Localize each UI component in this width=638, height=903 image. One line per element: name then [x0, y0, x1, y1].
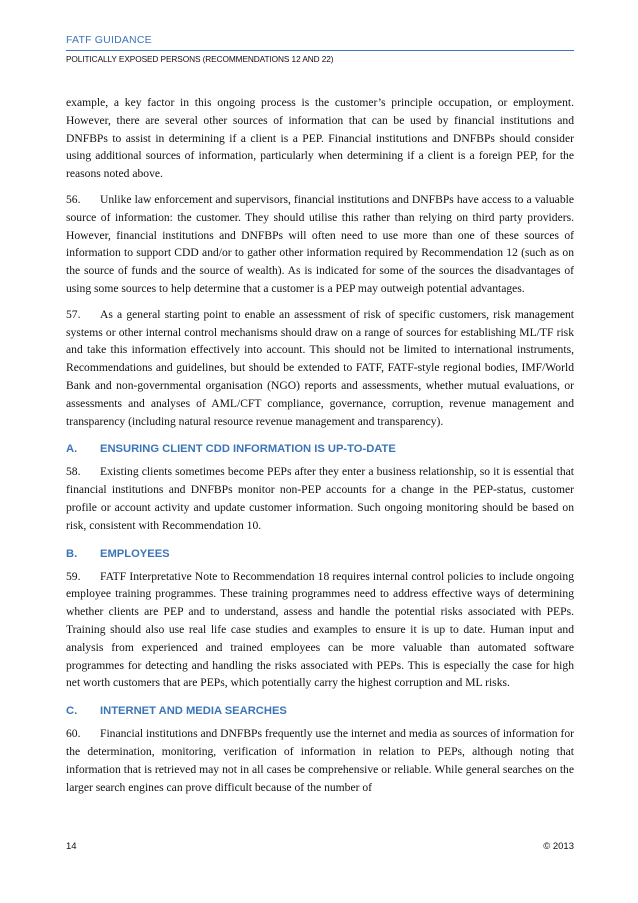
section-heading-a: [66, 442, 574, 457]
paragraph-number: 57.: [66, 307, 81, 321]
copyright-notice: © 2013: [543, 841, 574, 852]
paragraph-text: As a general starting point to enable an assessment of risk of specific customers, risk management systems or other internal control mechanisms should draw on a range of sources for establishing ML/TF risk and take this information effectively into account. This should not be limited to international instruments, Recommendations and guidelines, but should be extended to FATF, FATF-style regional bodies, IMF/World Bank and non-governmental organisation (NGO) reports and assessments, whether mutual evaluations, or assessments and analyses of AML/CFT compliance, governance, corruption, revenue management and transparency (including natural resource revenue management and transparency).: [66, 307, 574, 428]
section-letter: A.: [66, 443, 78, 456]
paragraph-57: [66, 306, 574, 431]
paragraph-text: Unlike law enforcement and supervisors, financial institutions and DNFBPs have access to a valuable source of information: the customer. They should utilise this rather than relying on third party providers. However, financial institutions and DNFBPs will often need to use more than one of these sources of information to support CDD and/or to gather other information required by Recommendation 12 (such as on the source of funds and the source of wealth). As is indicated for some of the sources the disadvantages of using some sources to help determine that a customer is a PEP may outweigh potential advantages.: [66, 192, 574, 295]
paragraph-number: 56.: [66, 192, 81, 206]
paragraph-60: [66, 725, 574, 796]
section-title: EMPLOYEES: [100, 547, 170, 560]
paragraph-58: [66, 463, 574, 534]
paragraph-56: [66, 191, 574, 298]
page-number: 14: [66, 841, 77, 852]
section-heading-c: [66, 704, 574, 719]
paragraph-number: 60.: [66, 727, 81, 741]
section-letter: B.: [66, 547, 78, 560]
paragraph-text: Existing clients sometimes become PEPs after they enter a business relationship, so it is essential that financial institutions and DNFBPs monitor non-PEP accounts for a change in the PEP-status, customer profile or account activity and update customer information. Such ongoing monitoring should be based on risk, consistent with Recommendation 10.: [66, 465, 574, 532]
section-heading-b: [66, 547, 574, 562]
paragraph-number: 59.: [66, 569, 81, 583]
header-rule: [66, 50, 574, 51]
section-letter: C.: [66, 705, 78, 718]
header-title: FATF GUIDANCE: [66, 34, 152, 46]
page-footer: [66, 841, 574, 855]
section-title: ENSURING CLIENT CDD INFORMATION IS UP-TO-DATE: [100, 443, 396, 456]
paragraph-continued: example, a key factor in this ongoing process is the customer’s principle occupation, or employment. However, there are several other sources of information that can be used by financial institutions and DNFBPs to assist in determining if a client is a PEP. Financial institutions and DNFBPs should consider using additional sources of information, particularly when determining if a client is a foreign PEP, for the reasons noted above.: [66, 96, 574, 181]
page-header: [66, 34, 574, 65]
section-title: INTERNET AND MEDIA SEARCHES: [100, 705, 287, 718]
paragraph-number: 58.: [66, 465, 81, 479]
paragraph-text: Financial institutions and DNFBPs frequently use the internet and media as sources of information for the determination, monitoring, verification of information in relation to PEPs, although noting that information that is retrieved may not in all cases be comprehensive or reliable. While general searches on the larger search engines can prove difficult because of the number of: [66, 727, 574, 794]
header-subtitle: POLITICALLY EXPOSED PERSONS (RECOMMENDATIONS 12 AND 22): [66, 54, 334, 64]
paragraph-59: [66, 568, 574, 693]
document-body: [66, 94, 574, 804]
paragraph-text: FATF Interpretative Note to Recommendation 18 requires internal control policies to include ongoing employee training programmes. These training programmes need to address effective ways of determining whether clients are PEP and to understand, assess and handle the potential risks associated with PEPs. Training should also use real life case studies and examples to ensure it is up to date. Human input and analysis from experienced and trained employees can be more valuable than automated software programmes for detecting and handling the risks associated with PEPs. This is especially the case for high net worth customers that are PEPs, which potentially carry the highest corruption and ML risks.: [66, 569, 574, 690]
